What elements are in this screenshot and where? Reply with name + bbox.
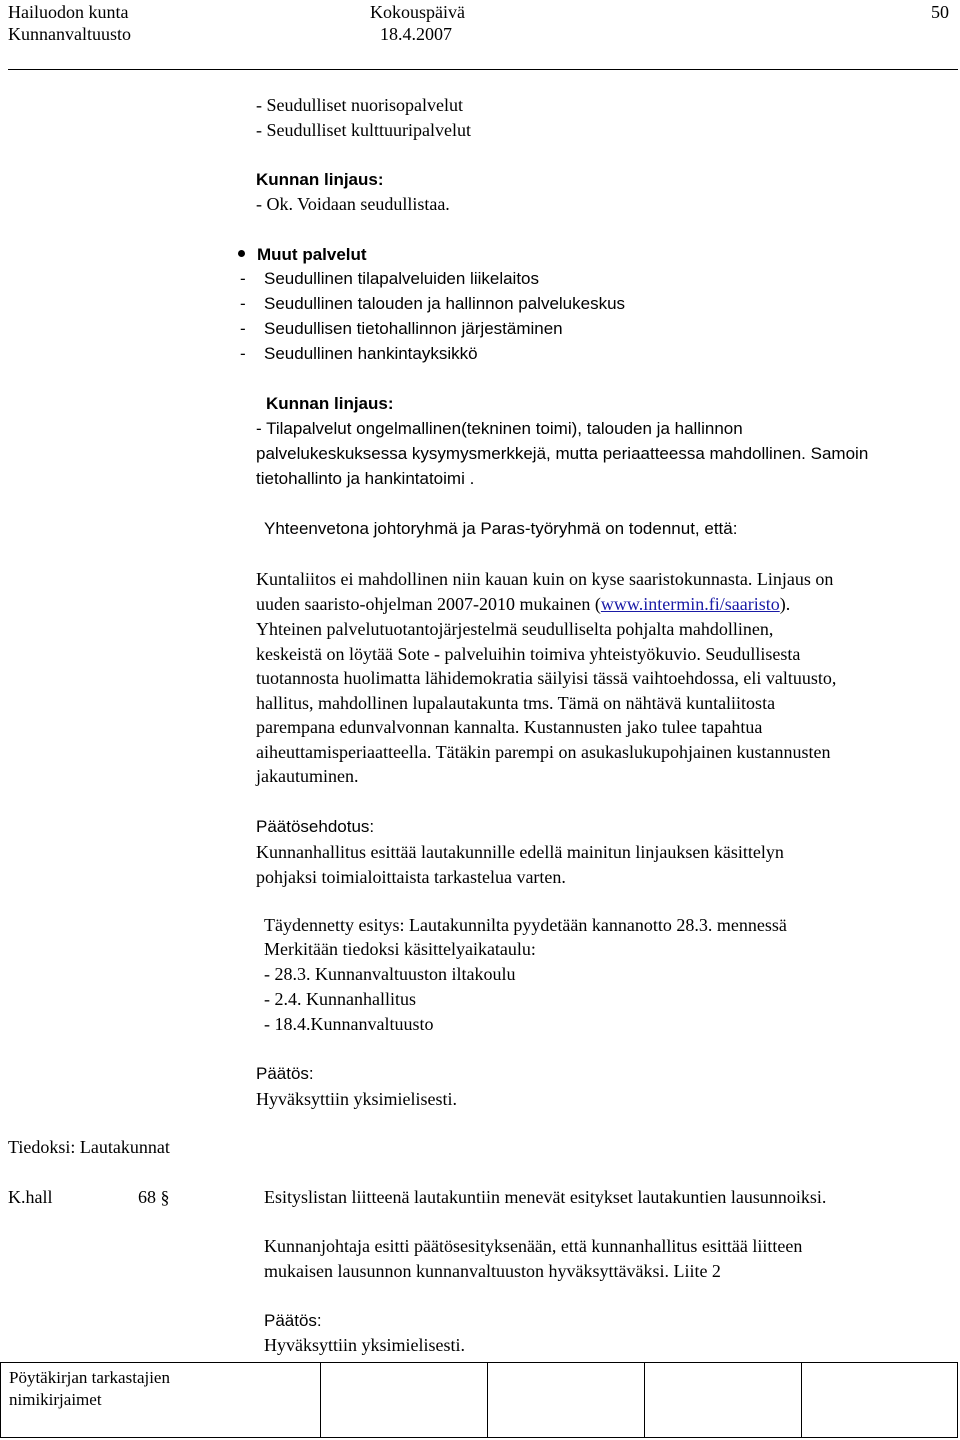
proposal-line: pohjaksi toimialoittaista tarkastelua varten. bbox=[256, 867, 566, 887]
schedule-item: - 2.4. Kunnanhallitus bbox=[264, 989, 416, 1009]
header-divider bbox=[8, 69, 958, 70]
list-item: - Seudullinen hankintayksikkö bbox=[240, 344, 478, 363]
summary-line: tuotannosta huolimatta lähidemokratia säilyisi tässä vaihtoehdossa, eli valtuusto, bbox=[256, 668, 837, 688]
signature-label-cell bbox=[1, 1363, 321, 1438]
list-item: - Seudullinen talouden ja hallinnon palvelukeskus bbox=[240, 294, 626, 313]
muut-palvelut-label: Muut palvelut bbox=[257, 245, 367, 264]
signature-table bbox=[0, 1362, 958, 1438]
decision-title: Päätös: bbox=[264, 1311, 322, 1330]
linjaus-line: - Tilapalvelut ongelmallinen(tekninen toimi), talouden ja hallinnon bbox=[256, 419, 743, 438]
khall-label: K.hall bbox=[8, 1187, 53, 1207]
muut-palvelut-title bbox=[238, 243, 367, 267]
signature-cell[interactable] bbox=[488, 1363, 645, 1438]
footer-label-line: Pöytäkirjan tarkastajien bbox=[9, 1368, 170, 1387]
summary-line: Kuntaliitos ei mahdollinen niin kauan kuin on kyse saaristokunnasta. Linjaus on bbox=[256, 569, 834, 589]
bullet-icon bbox=[238, 250, 245, 257]
decision-title: Päätös: bbox=[256, 1064, 314, 1083]
summary-line: keskeistä on löytää Sote - palveluihin toimiva yhteistyökuvio. Seudullisesta bbox=[256, 644, 801, 664]
supplement-line: Täydennetty esitys: Lautakunnilta pyydetään kannanotto 28.3. mennessä bbox=[264, 915, 787, 935]
footer-label-line: nimikirjaimet bbox=[9, 1390, 102, 1409]
meeting-date: 18.4.2007 bbox=[380, 24, 452, 44]
service-line-culture: - Seudulliset kulttuuripalvelut bbox=[256, 120, 471, 140]
tiedoksi-note: Tiedoksi: Lautakunnat bbox=[8, 1137, 170, 1157]
date-label: Kokouspäivä bbox=[370, 2, 465, 22]
supplement-line: Merkitään tiedoksi käsittelyaikataulu: bbox=[264, 939, 536, 959]
service-line-youth: - Seudulliset nuorisopalvelut bbox=[256, 95, 463, 115]
body-name: Kunnanvaltuusto bbox=[8, 24, 131, 44]
linjaus-line: tietohallinto ja hankintatoimi . bbox=[256, 469, 475, 488]
khall-para-line: mukaisen lausunnon kunnanvaltuuston hyväksyttäväksi. Liite 2 bbox=[264, 1261, 721, 1281]
signature-cell[interactable] bbox=[802, 1363, 958, 1438]
decision-text: Hyväksyttiin yksimielisesti. bbox=[264, 1335, 465, 1355]
summary-intro: Yhteenvetona johtoryhmä ja Paras-työryhmä on todennut, että: bbox=[264, 519, 738, 538]
decision-text: Hyväksyttiin yksimielisesti. bbox=[256, 1089, 457, 1109]
proposal-line: Kunnanhallitus esittää lautakunnille edellä mainitun linjauksen käsittelyn bbox=[256, 842, 784, 862]
linjaus-line: palvelukeskuksessa kysymysmerkkejä, mutta periaatteessa mahdollinen. Samoin bbox=[256, 444, 869, 463]
summary-line-link: uuden saaristo-ohjelman 2007-2010 mukainen (www.intermin.fi/saaristo). bbox=[256, 594, 791, 614]
khall-para-line: Kunnanjohtaja esitti päätösesityksenään, että kunnanhallitus esittää liitteen bbox=[264, 1236, 803, 1256]
summary-line: jakautuminen. bbox=[256, 766, 359, 786]
summary-line: hallitus, mahdollinen lupalautakunta tms. Tämä on nähtävä kuntaliitosta bbox=[256, 693, 776, 713]
saaristo-link[interactable]: www.intermin.fi/saaristo bbox=[600, 594, 780, 614]
proposal-title: Päätösehdotus: bbox=[256, 817, 375, 836]
summary-line: aiheuttamisperiaatteella. Tätäkin parempi on asukaslukupohjainen kustannusten bbox=[256, 742, 831, 762]
list-item: - Seudullisen tietohallinnon järjestäminen bbox=[240, 319, 563, 338]
signature-cell[interactable] bbox=[321, 1363, 488, 1438]
section-number: 68 § bbox=[138, 1187, 170, 1207]
municipality-name: Hailuodon kunta bbox=[8, 2, 129, 22]
page-number: 50 bbox=[931, 2, 949, 22]
list-item: - Seudullinen tilapalveluiden liikelaitos bbox=[240, 269, 540, 288]
summary-line: Yhteinen palvelutuotantojärjestelmä seudulliselta pohjalta mahdollinen, bbox=[256, 619, 774, 639]
linjaus-text-1: - Ok. Voidaan seudullistaa. bbox=[256, 194, 450, 214]
schedule-item: - 18.4.Kunnanvaltuusto bbox=[264, 1014, 434, 1034]
khall-text: Esityslistan liitteenä lautakuntiin menevät esitykset lautakuntien lausunnoiksi. bbox=[264, 1187, 827, 1207]
signature-cell[interactable] bbox=[645, 1363, 802, 1438]
linjaus-title-1: Kunnan linjaus: bbox=[256, 170, 384, 189]
summary-line: parempana edunvalvonnan kannalta. Kustannusten jako tulee tapahtua bbox=[256, 717, 763, 737]
schedule-item: - 28.3. Kunnanvaltuuston iltakoulu bbox=[264, 964, 516, 984]
linjaus-title-2: Kunnan linjaus: bbox=[266, 394, 394, 413]
